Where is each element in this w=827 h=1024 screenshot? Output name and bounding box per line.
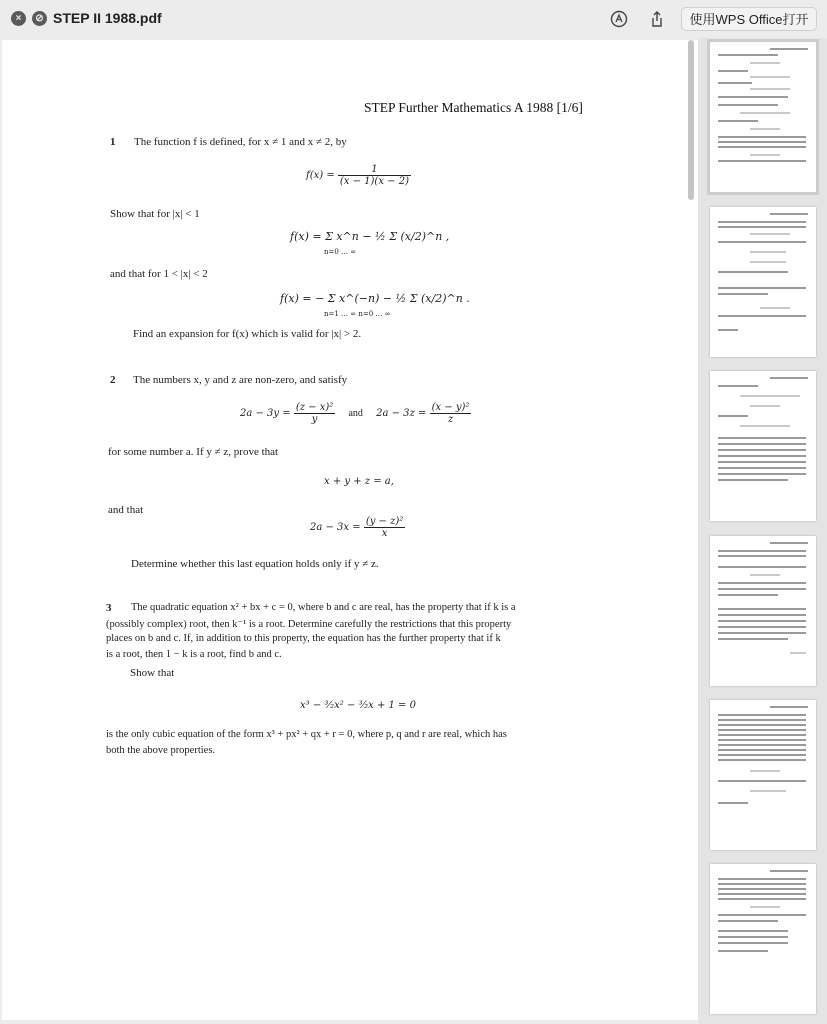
- q2-and-that: and that: [108, 504, 144, 516]
- share-icon[interactable]: [647, 9, 667, 29]
- thumbnail-page-5[interactable]: [710, 700, 816, 850]
- q3-line4: is a root, then 1 − k is a root, find b and c.: [106, 649, 282, 660]
- document-view[interactable]: [2, 40, 698, 1020]
- window-title: STEP II 1988.pdf: [53, 10, 162, 26]
- thumbnail-page-3[interactable]: [710, 371, 816, 521]
- q2-eq2-lhs: 2a − 3z =: [376, 408, 427, 419]
- q3-line2: (possibly complex) root, then k⁻¹ is a root. Determine carefully the restrictions that this property: [106, 619, 512, 630]
- q1-definition: [306, 164, 411, 187]
- thumbnail-sidebar[interactable]: [698, 38, 827, 1024]
- q3-line1: The quadratic equation x² + bx + c = 0, where b and c are real, has the property that if k is a: [131, 602, 516, 613]
- q2-for-some: for some number a. If y ≠ z, prove that: [108, 446, 279, 458]
- q3-line6: both the above properties.: [106, 745, 216, 756]
- q1-intro: The function f is defined, for x ≠ 1 and x ≠ 2, by: [134, 136, 347, 148]
- thumbnail-page-1[interactable]: [710, 42, 816, 192]
- q2-eq3-lhs: 2a − 3x =: [310, 522, 361, 533]
- pdf-page: [2, 40, 698, 1020]
- q2-eq3-fraction: [364, 516, 405, 539]
- q2-eq1-lhs: 2a − 3y =: [240, 408, 291, 419]
- open-with-wps-button[interactable]: 使用WPS Office打开: [681, 7, 817, 31]
- q1-find: Find an expansion for f(x) which is valid for |x| > 2.: [133, 328, 362, 340]
- q3-cubic: x³ − ³⁄₂x² − ³⁄₂x + 1 = 0: [300, 700, 416, 711]
- thumbnail-page-4[interactable]: [710, 536, 816, 686]
- q1-number: 1: [110, 136, 116, 148]
- q3-line3: places on b and c. If, in addition to this property, the equation has the further property that if k: [106, 633, 501, 644]
- q2-eq3-den: x: [364, 527, 405, 539]
- q2-eq2-fraction: [430, 402, 472, 425]
- q2-eq3-num: (y − z)²: [365, 516, 404, 527]
- q1-expansion2: f(x) = − Σ x^(−n) − ½ Σ (x/2)^n .: [280, 292, 470, 305]
- document-scrollbar[interactable]: [688, 40, 694, 200]
- q3-number: 3: [106, 602, 112, 614]
- q1-show1: Show that for |x| < 1: [110, 208, 200, 220]
- q1-and: and that for 1 < |x| < 2: [110, 268, 208, 280]
- minimize-icon[interactable]: ⊘: [32, 11, 47, 26]
- close-icon[interactable]: ×: [11, 11, 26, 26]
- q1-expansion2-limits: n=1 … ∞ n=0 … ∞: [324, 310, 391, 318]
- q2-intro: The numbers x, y and z are non-zero, and satisfy: [133, 374, 348, 386]
- thumbnail-page-6[interactable]: [710, 864, 816, 1014]
- q2-equation1: [240, 402, 471, 425]
- q2-eq1-den: y: [294, 413, 335, 425]
- q2-and: and: [348, 408, 363, 419]
- q2-eq2-den: z: [430, 413, 472, 425]
- thumbnail-page-2[interactable]: [710, 207, 816, 357]
- q3-show: Show that: [130, 667, 175, 679]
- titlebar: [0, 0, 827, 38]
- q1-def-num: 1: [371, 164, 378, 175]
- q1-expansion1-limits: n=0 … ∞: [324, 248, 357, 256]
- q2-eq1-fraction: [294, 402, 335, 425]
- q1-def-lhs: f(x) =: [306, 170, 335, 181]
- q2-number: 2: [110, 374, 116, 386]
- markup-icon[interactable]: [609, 9, 629, 29]
- q2-eq2-num: (x − y)²: [431, 402, 470, 413]
- q2-eq1-num: (z − x)²: [295, 402, 334, 413]
- q2-sum: x + y + z = a,: [324, 476, 394, 487]
- q2-determine: Determine whether this last equation holds only if y ≠ z.: [131, 558, 379, 570]
- q3-line5: is the only cubic equation of the form x³ + px² + qx + r = 0, where p, q and r are real, which has: [106, 729, 507, 740]
- q1-def-fraction: [338, 164, 411, 187]
- page-header: STEP Further Mathematics A 1988 [1/6]: [364, 100, 583, 115]
- q1-def-den: (x − 1)(x − 2): [339, 176, 409, 187]
- q1-expansion1: f(x) = Σ x^n − ½ Σ (x/2)^n ,: [290, 230, 450, 243]
- q2-equation3: [310, 516, 405, 539]
